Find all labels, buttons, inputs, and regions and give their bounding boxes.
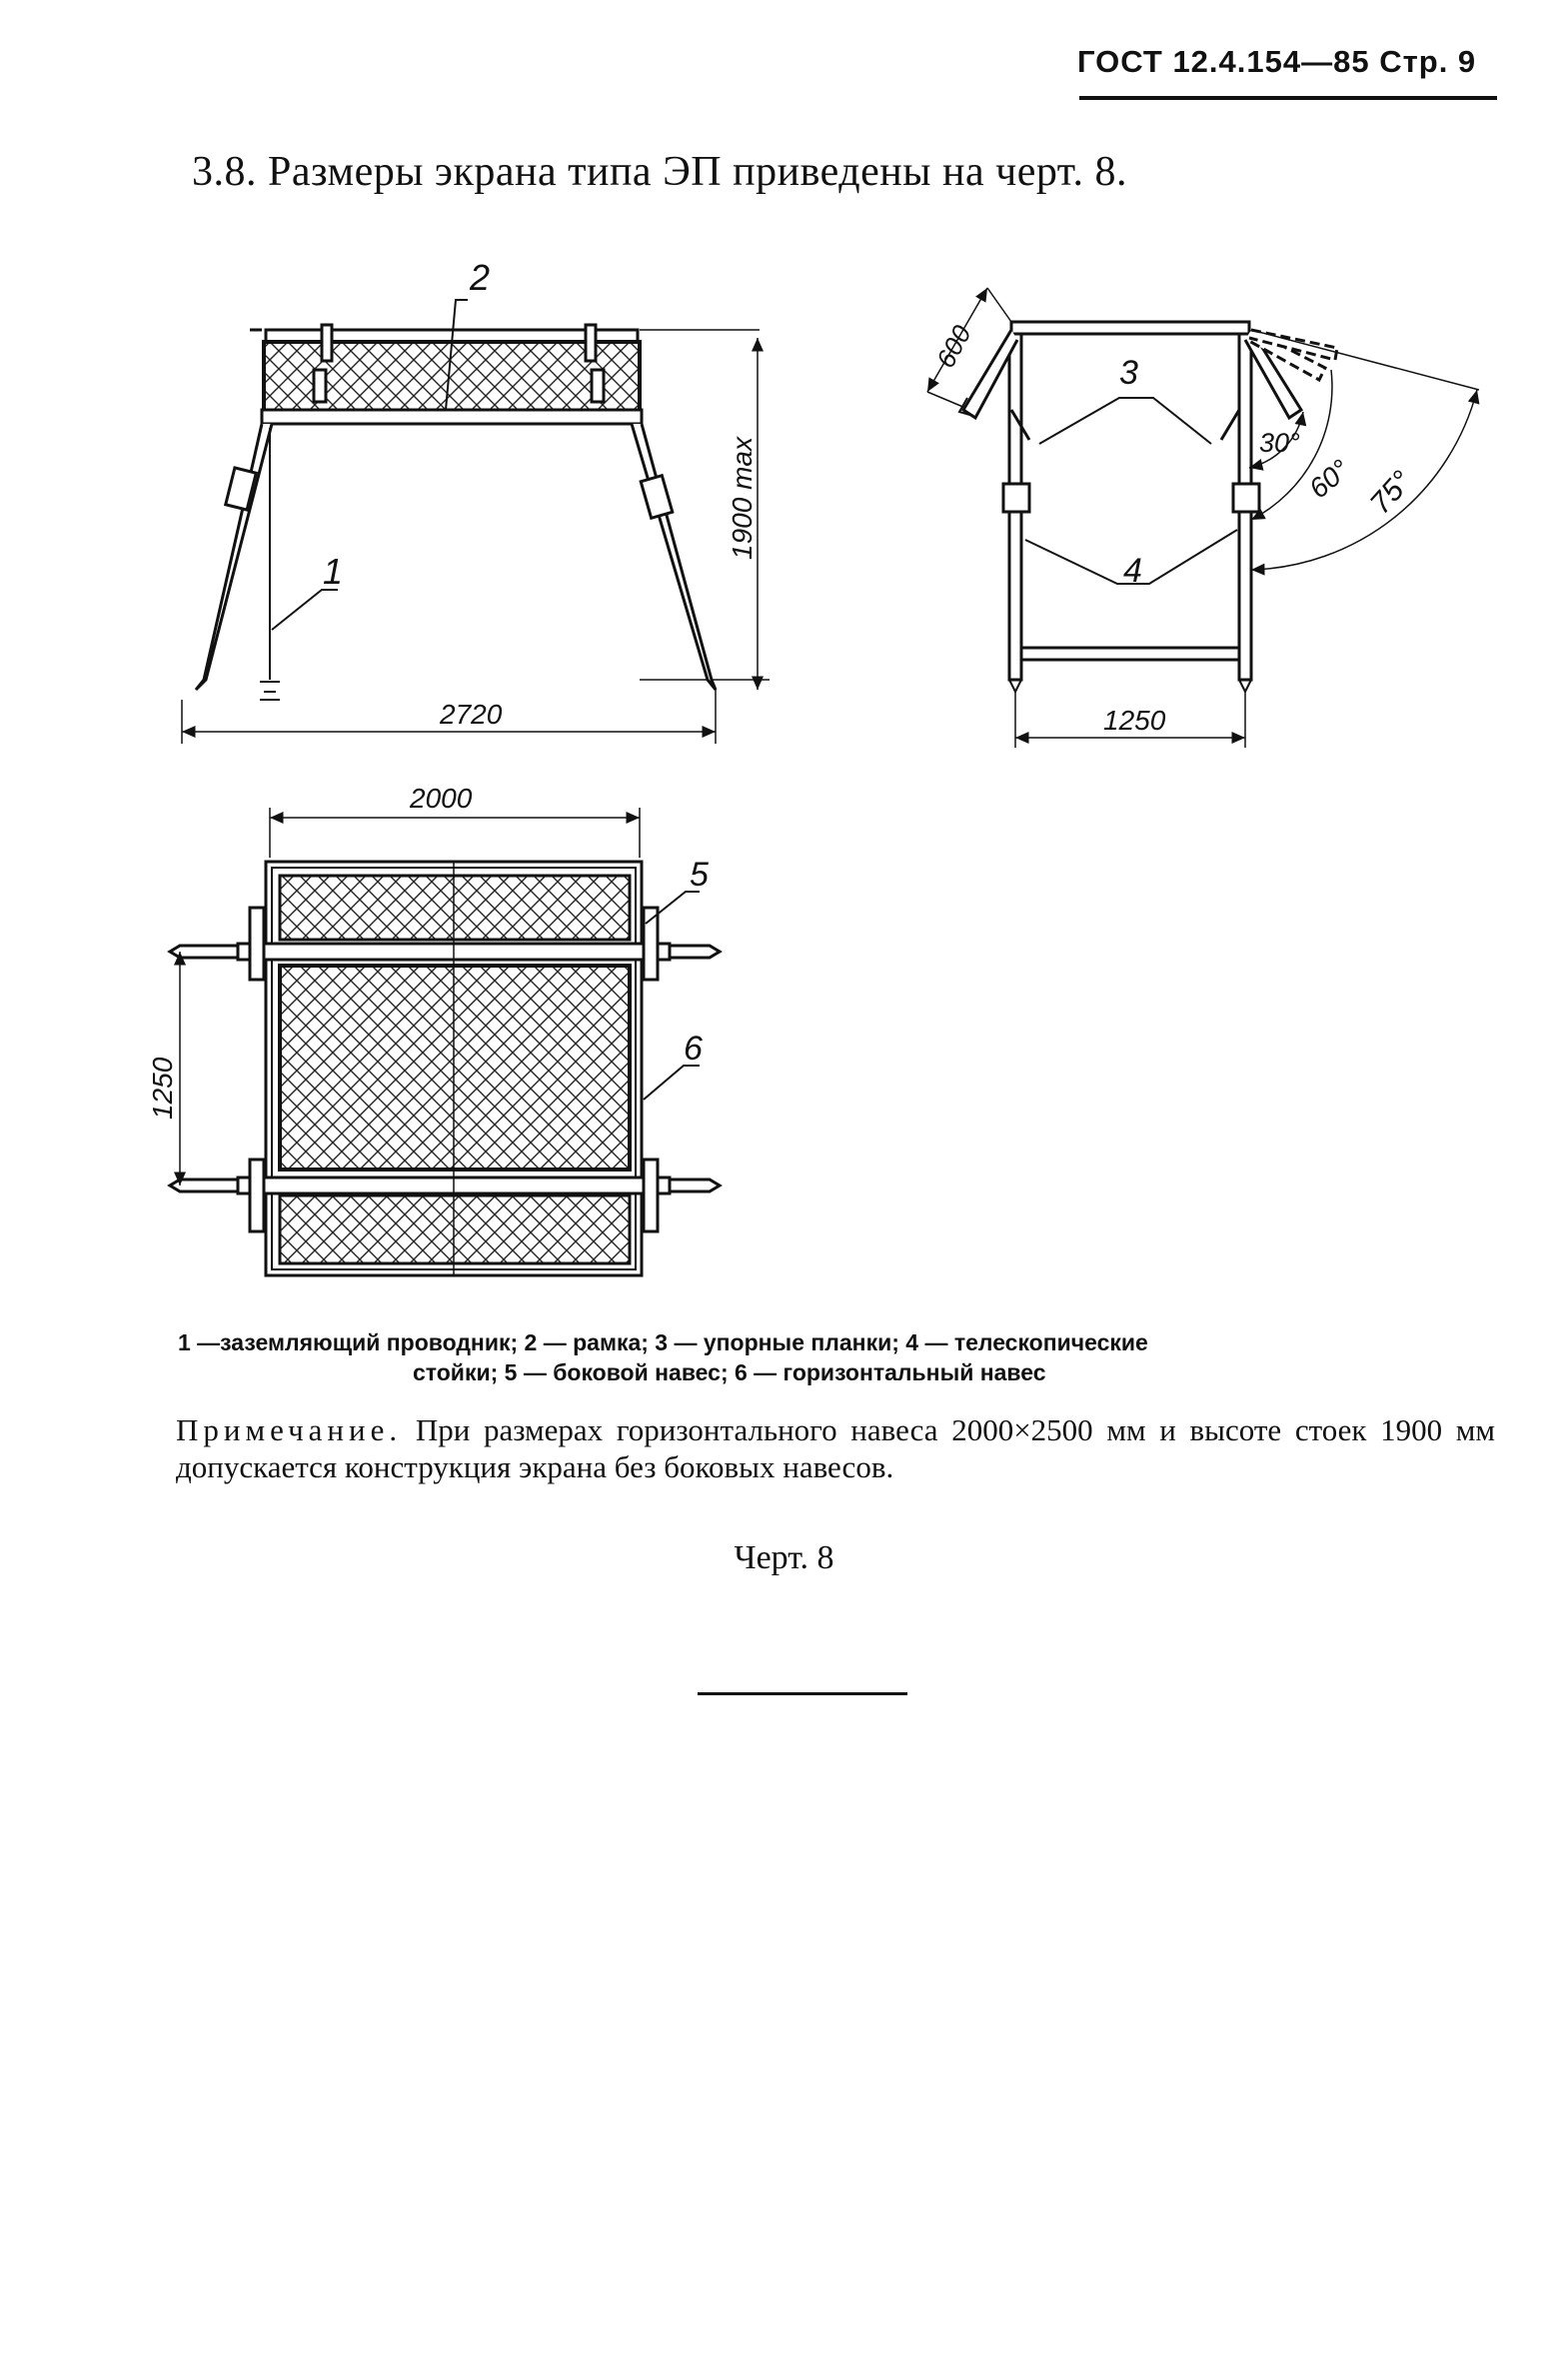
page-header: ГОСТ 12.4.154—85 Стр. 9 — [1077, 44, 1477, 79]
callout-frame-label: 2 — [470, 257, 491, 298]
side-view — [927, 288, 1479, 748]
front-width-dim: 2720 — [440, 699, 503, 730]
plan-height-dim: 1250 — [147, 1057, 178, 1120]
angle-30-label: 30° — [1259, 428, 1300, 458]
end-rule — [698, 1692, 907, 1695]
figure-caption: Черт. 8 — [734, 1539, 834, 1576]
note-label: Примечание. — [176, 1412, 403, 1447]
callout-posts-label: 4 — [1123, 552, 1142, 590]
callout-horizontal-canopy-label: 6 — [684, 1030, 703, 1068]
angle-60-label: 60° — [1302, 453, 1356, 505]
callout-side-canopy-label: 5 — [690, 856, 709, 894]
callout-stops-label: 3 — [1119, 354, 1138, 392]
plan-view — [170, 808, 720, 1275]
note-text: При размерах горизонтального навеса 2000×2500 мм и высоте стоек 1900 мм допускается конструкция экрана без боковых навесов. — [176, 1412, 1496, 1484]
angle-75-label: 75° — [1363, 464, 1419, 521]
legend-line-1: 1 —заземляющий проводник; 2 — рамка; 3 — упорные планки; 4 — телескопические — [178, 1329, 1148, 1355]
note-paragraph — [176, 1411, 1495, 1485]
legend-line-2: стойки; 5 — боковой навес; 6 — горизонтальный навес — [413, 1359, 1046, 1385]
callout-conductor-label: 1 — [323, 551, 344, 592]
front-height-dim: 1900 max — [727, 437, 758, 560]
front-view — [182, 300, 770, 744]
figure-legend — [178, 1327, 1467, 1387]
section-intro: 3.8. Размеры экрана типа ЭП приведены на черт. 8. — [192, 149, 1127, 195]
side-width-dim: 1250 — [1103, 705, 1166, 736]
side-top-dim: 600 — [929, 320, 977, 373]
plan-width-dim: 2000 — [410, 783, 473, 814]
